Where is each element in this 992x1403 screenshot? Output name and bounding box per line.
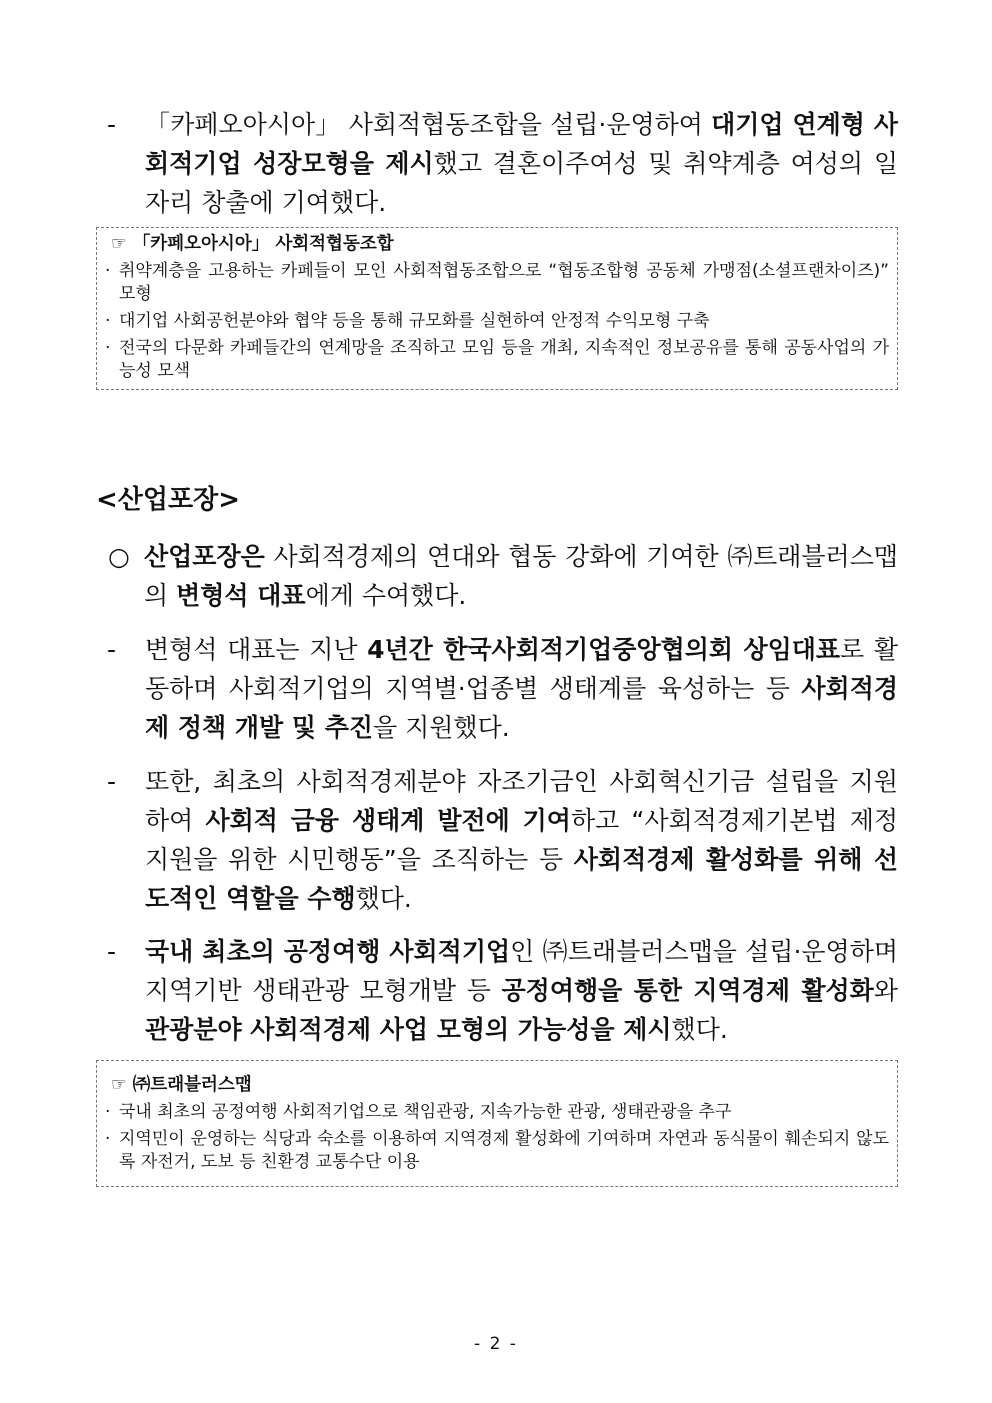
paragraph-fair-travel <box>107 932 898 1049</box>
list-item-text: 국내 최초의 공정여행 사회적기업으로 책임관광, 지속가능한 관광, 생태관광을 추구 <box>119 1102 732 1122</box>
bullet-dot: · <box>105 311 111 331</box>
text-run: 했다. <box>671 1015 728 1044</box>
info-box-travelers-map <box>96 1060 898 1187</box>
bold-run: 대기업 연계형 사회적기업 성장모형을 제시 <box>145 110 898 178</box>
info-box-cafe-oasis <box>96 227 898 390</box>
bold-run: 사회적 금융 생태계 발전에 기여 <box>205 806 571 835</box>
info-box-title-text: 「카페오아시아」 사회적협동조합 <box>132 234 394 254</box>
text-run: 변형석 대표는 지난 <box>145 635 368 664</box>
list-item <box>105 1101 889 1124</box>
text-run: 로 활동하며 사회적기업의 지역별·업종별 생태계를 육성하는 등 <box>145 635 898 703</box>
text-run: 을 지원했다. <box>373 713 510 742</box>
dash-marker: - <box>107 635 117 664</box>
paragraph-text <box>108 537 898 615</box>
bold-run: 국내 최초의 공정여행 사회적기업 <box>145 937 511 966</box>
bold-run: 공정여행을 통한 지역경제 활성화 <box>501 976 874 1005</box>
bullet-dot: · <box>105 261 111 281</box>
list-item <box>105 1128 889 1174</box>
pointing-hand-icon: ☞ <box>111 234 127 254</box>
list-item-text: 지역민이 운영하는 식당과 숙소를 이용하여 지역경제 활성화에 기여하며 자연과 동식물이 훼손되지 않도록 자전거, 도보 등 친환경 교통수단 이용 <box>119 1129 889 1172</box>
info-box-title <box>111 1074 889 1097</box>
text-run: 했고 결혼이주여성 및 취약계층 여성의 일자리 창출에 기여했다. <box>145 149 898 217</box>
paragraph-text <box>115 932 898 1049</box>
list-item <box>105 260 889 306</box>
paragraph-text <box>115 762 898 918</box>
dash-marker: - <box>107 110 117 139</box>
paragraph-innovation-fund <box>107 762 898 918</box>
paragraph-cafe-oasis <box>107 105 898 222</box>
paragraph-award-main <box>108 537 898 615</box>
text-run: 했다. <box>355 884 412 913</box>
bullet-dot: · <box>105 338 111 358</box>
pointing-hand-icon: ☞ <box>111 1075 127 1095</box>
info-box-title-text: ㈜트래블러스맵 <box>132 1075 252 1095</box>
list-item-text: 취약계층을 고용하는 카페들이 모인 사회적협동조합으로 “협동조합형 공동체 가맹점(소셜프랜차이즈)” 모형 <box>119 261 889 304</box>
section-heading: <산업포장> <box>96 485 241 515</box>
text-run: 인 ㈜트래블러스맵을 설립·운영하며 지역기반 생태관광 모형개발 등 <box>145 937 898 1005</box>
dash-marker: - <box>107 767 117 796</box>
bold-run: 4년간 한국사회적기업중앙협의회 상임대표 <box>367 635 841 664</box>
bold-run: 사회적경제 활성화를 위해 선도적인 역할을 수행 <box>145 845 898 913</box>
bold-run: 변형석 대표 <box>176 581 306 610</box>
bold-run: 산업포장은 <box>144 542 265 571</box>
page-number: - 2 - <box>474 1334 518 1354</box>
list-item <box>105 337 889 383</box>
text-run: 또한, 최초의 사회적경제분야 자조기금인 사회혁신기금 설립을 지원하여 <box>145 767 898 835</box>
paragraph-text <box>115 630 898 747</box>
info-box-title <box>111 233 889 256</box>
bold-run: 관광분야 사회적경제 사업 모형의 가능성을 제시 <box>145 1015 672 1044</box>
paragraph-text <box>115 105 898 222</box>
text-run: 에게 수여했다. <box>305 581 467 610</box>
dash-marker: - <box>107 937 117 966</box>
bold-run: 사회적경제 정책 개발 및 추진 <box>145 674 898 742</box>
circle-marker: ○ <box>108 542 130 571</box>
text-run: 하고 “사회적경제기본법 제정 지원을 위한 시민행동”을 조직하는 등 <box>145 806 898 874</box>
list-item <box>105 310 889 333</box>
list-item-text: 대기업 사회공헌분야와 협약 등을 통해 규모화를 실현하여 안정적 수익모형 구축 <box>119 311 710 331</box>
text-run: 사회적경제의 연대와 협동 강화에 기여한 ㈜트래블러스맵의 <box>144 542 898 610</box>
text-run: 「카페오아시아」 사회적협동조합을 설립·운영하여 <box>145 110 712 139</box>
text-run: 와 <box>873 976 898 1005</box>
bullet-dot: · <box>105 1129 111 1149</box>
paragraph-representative <box>107 630 898 747</box>
bullet-dot: · <box>105 1102 111 1122</box>
list-item-text: 전국의 다문화 카페들간의 연계망을 조직하고 모임 등을 개최, 지속적인 정보공유를 통해 공동사업의 가능성 모색 <box>119 338 889 381</box>
